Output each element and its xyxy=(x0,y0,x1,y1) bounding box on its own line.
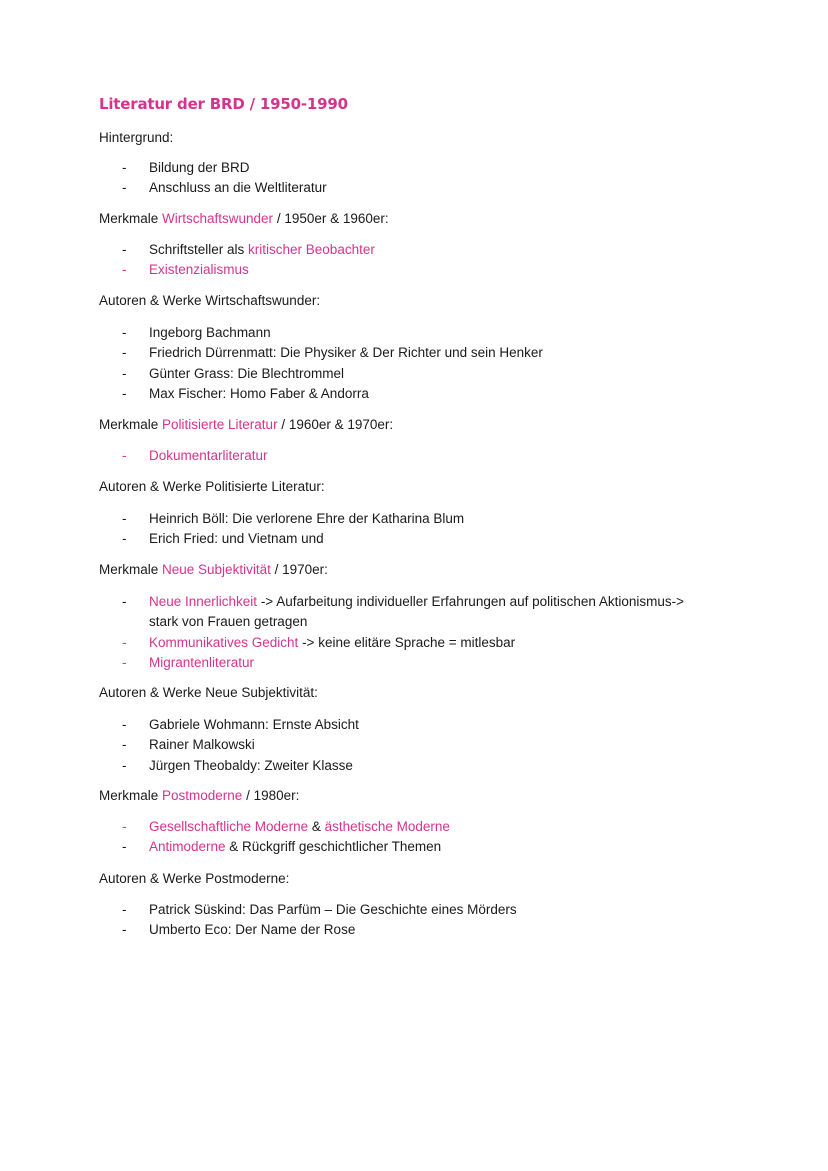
list-item: - Bildung der BRD xyxy=(122,160,250,175)
section-heading: Hintergrund: xyxy=(99,130,174,145)
section-list xyxy=(99,323,543,404)
list-item: - Existenzialismus xyxy=(122,262,249,278)
section-list xyxy=(99,158,327,199)
list-item: - Günter Grass: Die Blechtrommel xyxy=(122,365,345,381)
list-item: - Patrick Süskind: Das Parfüm – Die Geschichte eines Mörders xyxy=(122,902,517,917)
list-item: - Neue Innerlichkeit -> Aufarbeitung individueller Erfahrungen auf politischen Aktionismus-> stark von Frauen getragen xyxy=(122,594,685,630)
list-item: - Anschluss an die Weltliteratur xyxy=(122,180,327,196)
section-heading: Autoren & Werke Politisierte Literatur: xyxy=(99,479,325,494)
list-item: - Dokumentarliteratur xyxy=(122,448,268,463)
section-list xyxy=(99,715,359,776)
list-item: - Friedrich Dürrenmatt: Die Physiker & Der Richter und sein Henker xyxy=(122,345,543,361)
list-item: - Jürgen Theobaldy: Zweiter Klasse xyxy=(122,757,353,773)
list-item: - Migrantenliteratur xyxy=(122,654,255,670)
section-heading: Merkmale Postmoderne / 1980er: xyxy=(99,788,300,803)
section-list xyxy=(99,446,268,466)
list-item: - Erich Fried: und Vietnam und xyxy=(122,531,324,547)
section-list xyxy=(99,817,450,858)
list-item: - Heinrich Böll: Die verlorene Ehre der Katharina Blum xyxy=(122,511,465,526)
list-item: - Schriftsteller als kritischer Beobachter xyxy=(122,242,375,257)
section-list xyxy=(99,900,517,941)
document-title: Literatur der BRD / 1950-1990 xyxy=(99,95,348,113)
section-list xyxy=(99,509,464,550)
list-item: - Umberto Eco: Der Name der Rose xyxy=(122,922,356,938)
section-heading: Merkmale Neue Subjektivität / 1970er: xyxy=(99,562,328,577)
section-heading: Merkmale Wirtschaftswunder / 1950er & 1960er: xyxy=(99,211,389,226)
list-item: - Kommunikatives Gedicht -> keine elitäre Sprache = mitlesbar xyxy=(122,634,516,650)
section-heading: Merkmale Politisierte Literatur / 1960er & 1970er: xyxy=(99,417,394,432)
section-heading: Autoren & Werke Wirtschaftswunder: xyxy=(99,293,321,308)
list-item: - Gesellschaftliche Moderne & ästhetische Moderne xyxy=(122,819,450,834)
section-heading: Autoren & Werke Neue Subjektivität: xyxy=(99,685,318,700)
list-item: - Max Fischer: Homo Faber & Andorra xyxy=(122,385,369,401)
section-heading: Autoren & Werke Postmoderne: xyxy=(99,871,290,886)
list-item: - Rainer Malkowski xyxy=(122,737,255,753)
list-item: - Antimoderne & Rückgriff geschichtlicher Themen xyxy=(122,839,442,855)
list-item: - Ingeborg Bachmann xyxy=(122,325,271,340)
section-list xyxy=(99,240,375,281)
section-list xyxy=(99,592,684,673)
list-item: - Gabriele Wohmann: Ernste Absicht xyxy=(122,717,359,732)
